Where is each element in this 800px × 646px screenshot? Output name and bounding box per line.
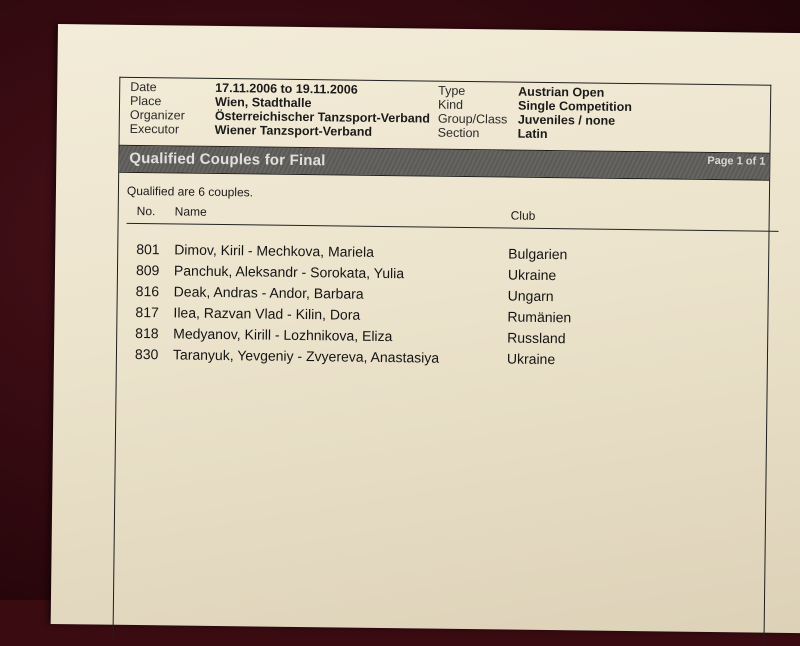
column-header-name: Name [174,204,207,219]
couple-names: Ilea, Razvan Vlad - Kilin, Dora [173,304,361,323]
couple-club: Rumänien [507,308,572,326]
couple-club: Ungarn [507,287,554,305]
section-label: Section [437,125,480,141]
couple-number: 830 [134,345,159,363]
qualified-summary: Qualified are 6 couples. [126,183,254,200]
organizer-value: Österreichischer Tanzsport-Verband [214,108,431,126]
couple-club: Ukraine [507,266,557,284]
type-value: Austrian Open [518,84,605,100]
couple-club: Russland [507,329,566,347]
couple-names: Medyanov, Kirill - Lozhnikova, Eliza [173,325,393,345]
couple-names: Dimov, Kiril - Mechkova, Mariela [174,241,375,260]
type-label: Type [438,83,466,98]
couple-number: 818 [135,324,159,342]
place-label: Place [129,93,162,109]
kind-value: Single Competition [517,98,633,115]
couple-number: 816 [135,282,160,300]
page-indicator: Page 1 of 1 [707,154,766,168]
column-header-no: No. [136,203,156,219]
executor-value: Wiener Tanzsport-Verband [214,122,373,139]
results-frame [113,77,772,646]
couple-club: Ukraine [506,350,556,368]
organizer-label: Organizer [129,107,185,123]
date-label: Date [130,79,157,95]
executor-label: Executor [129,121,180,137]
section-value: Latin [517,126,548,141]
column-header-club: Club [510,208,536,223]
competition-info [120,78,771,152]
date-value: 17.11.2006 to 19.11.2006 [215,80,358,97]
group-class-value: Juveniles / none [517,112,616,128]
couple-names: Taranyuk, Yevgeniy - Zvyereva, Anastasiya [172,346,440,366]
couple-number: 801 [136,240,160,258]
group-class-label: Group/Class [437,111,508,127]
couple-number: 817 [135,303,159,321]
section-title: Qualified Couples for Final [129,149,326,170]
couple-names: Deak, Andras - Andor, Barbara [173,283,364,302]
couple-number: 809 [135,261,160,279]
couple-names: Panchuk, Aleksandr - Sorokata, Yulia [173,262,405,282]
results-sheet [51,24,800,633]
kind-label: Kind [437,97,464,112]
place-value: Wien, Stadthalle [214,94,312,111]
header-divider [127,223,779,232]
couple-club: Bulgarien [508,245,568,263]
